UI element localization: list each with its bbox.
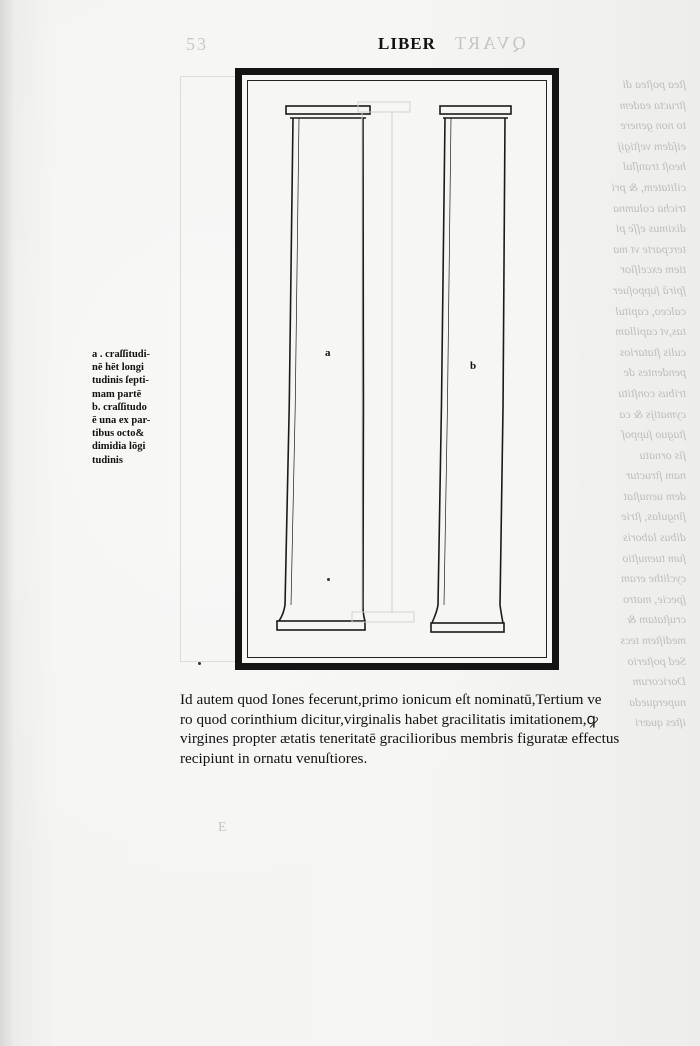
body-paragraph — [180, 690, 680, 768]
bleed-through-line: heoſt tranſlul — [623, 159, 686, 174]
marginal-note-line: dimidia lōgi — [92, 441, 146, 453]
column-b-shaft-line — [444, 118, 451, 605]
marginal-note-line: tibus octo& — [92, 428, 145, 440]
bleed-through-line: tribus conſtitu — [618, 385, 686, 400]
ink-speck — [198, 662, 201, 665]
marginal-note — [92, 348, 172, 467]
bleed-through-line: culis ſtatarios — [619, 344, 686, 359]
bleed-through-line: tercparte vt ma — [613, 241, 686, 256]
bleed-through-line: Doricorum — [632, 674, 686, 689]
marginal-note-line: tudinis ſepti- — [92, 375, 149, 387]
marginal-note-line: ē una ex par- — [92, 415, 151, 427]
bleed-through-line: cyclithe eram — [621, 571, 686, 586]
bleed-through-line: calceo, capitul — [615, 303, 686, 318]
running-header: LIBER — [378, 34, 436, 53]
ink-speck — [327, 578, 330, 581]
bleed-through-line: mediſtem tecs — [620, 633, 686, 648]
bleed-through-line: tas,vt capillam — [615, 324, 686, 339]
column-b-base-flare — [432, 605, 503, 623]
bleed-through-line: dibus laboris — [622, 530, 686, 545]
bleed-through-header: QVART — [452, 33, 526, 53]
bleed-through-column — [352, 102, 414, 622]
marginal-note-line: a . craſſitudi- — [92, 349, 151, 360]
column-b-label: b — [470, 360, 477, 372]
column-b-base — [431, 623, 504, 632]
bleed-through-line: Sed poſterio — [627, 653, 686, 668]
marginal-note-line: b. craſſitudo — [92, 401, 147, 413]
column-a-label: a — [325, 347, 331, 359]
bleed-through-line: ſis ornatu — [639, 447, 686, 462]
column-a-capital — [286, 106, 370, 114]
bleed-through-line: ſingulas, ſtrie — [621, 509, 686, 524]
bleed-through-line: ſtaguo ſuppoſ — [621, 427, 686, 442]
marginal-note-line: mam partē — [92, 388, 142, 400]
marginal-note-line: tudinis — [92, 454, 123, 466]
bleed-through-line: pendentes de — [623, 365, 686, 380]
bleed-through-line: eiſdem veſtigij — [617, 138, 686, 153]
bleed-through-line: ſpirā ſuppoſuer — [612, 282, 686, 297]
body-line: recipiunt in ornatu venuſtiores. — [180, 749, 368, 767]
bleed-through-line: tricha columna — [613, 200, 686, 215]
bleed-through-line: cilitatem, & pri — [611, 179, 686, 194]
marginal-note-line: nē hēt longi — [92, 362, 144, 374]
body-line: Id autem quod Iones fecerunt,primo ionicum eſt nominatū,Tertium ve — [180, 691, 602, 708]
column-a — [277, 106, 370, 630]
bleed-through-line: to non genere — [620, 118, 686, 133]
bleed-through-line: ſpecie, matro — [623, 591, 686, 606]
bleed-through-line: cruſtatam & — [627, 612, 686, 627]
body-line: virgines propter ætatis teneritatē gracilioribus membris figuratæ effectus — [180, 730, 620, 747]
bleed-through-line: cymatijs & ca — [619, 406, 686, 421]
bleed-through-line: nuperqueda — [629, 694, 686, 709]
column-b-capital — [440, 106, 511, 114]
bleed-through-line: ſum tuenuſtio — [622, 550, 686, 565]
body-line: ro quod corinthium dicitur,virginalis habet gracilitatis imitationem,ꝙ — [180, 710, 598, 728]
bleed-through-line: iſtes quæri — [634, 715, 686, 730]
column-a-shaft — [285, 118, 363, 605]
bleed-through-line: dem uenuſtat — [623, 488, 686, 503]
bleed-through-line: diximus eſſe pi — [616, 221, 686, 236]
bleed-through-line: ſtea poſtea di — [622, 77, 686, 91]
bleed-through-folio: 53 — [186, 34, 208, 54]
bleed-through-line: tiem excelſior — [620, 262, 686, 277]
bleed-through-line: ſtructa eadem — [619, 97, 686, 112]
bleed-through-letter: E — [218, 820, 227, 835]
bleed-through-line: nam ſtructur — [625, 468, 686, 483]
